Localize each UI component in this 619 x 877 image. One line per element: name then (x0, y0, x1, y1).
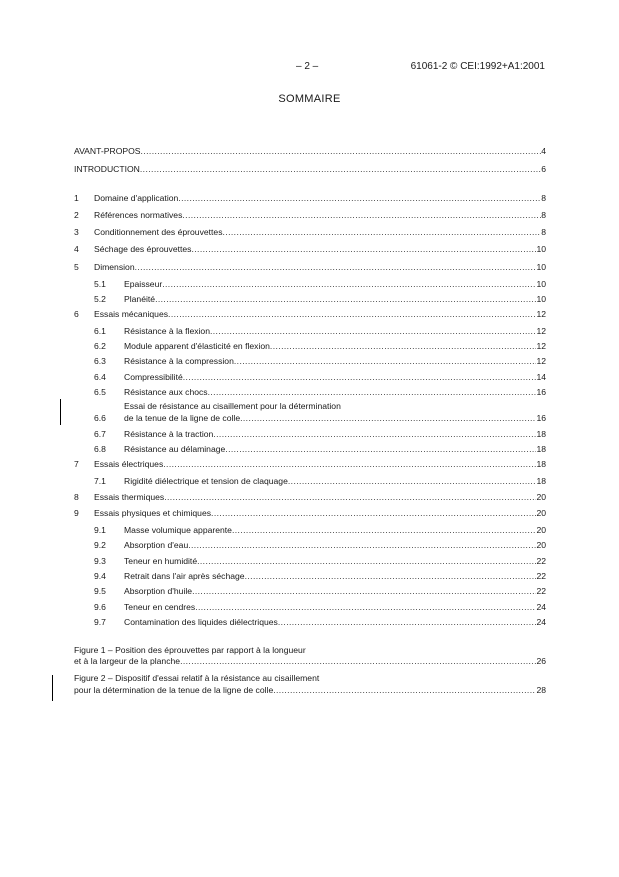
toc-leader-dots (223, 227, 542, 238)
toc-entry (94, 476, 546, 487)
toc-leader-dots (195, 602, 536, 613)
toc-entry-number: 7 (74, 459, 79, 469)
toc-entry-number: 9 (74, 508, 79, 518)
toc-entry (74, 656, 546, 667)
toc-entry-label: Module apparent d'élasticité en flexion (124, 341, 270, 351)
toc-entry (94, 372, 546, 383)
page-header-standard: 61061-2 © CEI:1992+A1:2001 (410, 61, 545, 72)
toc-entry-label: AVANT-PROPOS (74, 146, 141, 156)
toc-entry-number: 2 (74, 210, 79, 220)
toc-entry-label: Compressibilité (124, 372, 183, 382)
toc-entry (94, 444, 546, 455)
toc-entry (74, 309, 546, 320)
toc-entry-label: Retrait dans l'air après séchage (124, 571, 245, 581)
toc-entry-number: 6.1 (94, 326, 106, 336)
toc-entry-number: 9.7 (94, 617, 106, 627)
toc-entry-page: 10 (536, 279, 546, 289)
toc-entry-label: Teneur en humidité (124, 556, 198, 566)
toc-leader-dots (278, 617, 537, 628)
figure-entry-label-line1: Figure 2 – Dispositif d'essai relatif à la résistance au cisaillement (74, 673, 320, 683)
toc-entry-label: Séchage des éprouvettes (94, 244, 192, 254)
toc-entry-label: Essais physiques et chimiques (94, 508, 212, 518)
toc-leader-dots (240, 413, 536, 424)
toc-entry-label: de la tenue de la ligne de colle (124, 413, 241, 423)
toc-leader-dots (225, 444, 536, 455)
toc-entry-page: 18 (536, 476, 546, 486)
toc-entry-page: 18 (536, 459, 546, 469)
toc-entry-number: 6.4 (94, 372, 106, 382)
toc-entry-label: Rigidité diélectrique et tension de claquage (124, 476, 288, 486)
toc-leader-dots (234, 356, 537, 367)
toc-leader-dots (182, 210, 541, 221)
toc-entry-label: Essais électriques (94, 459, 164, 469)
toc-entry-label: Absorption d'eau (124, 540, 189, 550)
toc-entry-number: 9.3 (94, 556, 106, 566)
figure-entry-label-line1: Figure 1 – Position des éprouvettes par rapport à la longueur (74, 645, 306, 655)
toc-entry-label: Teneur en cendres (124, 602, 196, 612)
toc-entry-label: INTRODUCTION (74, 164, 140, 174)
toc-leader-dots (162, 279, 536, 290)
toc-entry (94, 294, 546, 305)
toc-entry (74, 164, 546, 175)
toc-entry (74, 244, 546, 255)
toc-entry-page: 22 (536, 571, 546, 581)
toc-entry-page: 10 (536, 262, 546, 272)
toc-entry-page: 6 (541, 164, 546, 174)
revision-bar (60, 399, 61, 425)
toc-entry (74, 210, 546, 221)
toc-entry-number: 9.4 (94, 571, 106, 581)
toc-leader-dots (192, 586, 536, 597)
toc-leader-dots (168, 309, 536, 320)
toc-entry (74, 459, 546, 470)
toc-leader-dots (155, 294, 536, 305)
toc-entry-page: 16 (536, 413, 546, 423)
toc-entry-page: 12 (536, 309, 546, 319)
toc-entry-page: 12 (536, 341, 546, 351)
toc-leader-dots (208, 387, 537, 398)
toc-entry (94, 602, 546, 613)
toc-leader-dots (135, 262, 537, 273)
toc-entry (74, 146, 546, 157)
toc-entry-label: Références normatives (94, 210, 183, 220)
toc-leader-dots (191, 244, 536, 255)
toc-leader-dots (232, 525, 536, 536)
toc-entry (74, 685, 546, 696)
toc-entry-page: 8 (541, 210, 546, 220)
toc-entry-number: 6.6 (94, 413, 106, 423)
toc-entry-label: Masse volumique apparente (124, 525, 232, 535)
toc-entry-number: 5.1 (94, 279, 106, 289)
toc-leader-dots (210, 326, 536, 337)
toc-entry-label: et à la largeur de la planche (74, 656, 181, 666)
toc-entry-page: 12 (536, 326, 546, 336)
toc-entry (74, 227, 546, 238)
toc-leader-dots (270, 341, 537, 352)
toc-entry-page: 12 (536, 356, 546, 366)
toc-entry (74, 508, 546, 519)
toc-entry-number: 6.2 (94, 341, 106, 351)
toc-entry-page: 22 (536, 586, 546, 596)
toc-entry-page: 16 (536, 387, 546, 397)
toc-entry-label-line1: Essai de résistance au cisaillement pour la détermination (124, 401, 341, 411)
toc-entry-page: 26 (536, 656, 546, 666)
toc-entry-page: 28 (536, 685, 546, 695)
toc-entry-page: 8 (541, 227, 546, 237)
toc-entry-label: Essais thermiques (94, 492, 165, 502)
toc-entry (94, 413, 546, 424)
toc-entry-page: 10 (536, 294, 546, 304)
toc-leader-dots (183, 372, 537, 383)
toc-entry (94, 571, 546, 582)
toc-entry-label: Résistance à la compression (124, 356, 234, 366)
toc-entry (94, 617, 546, 628)
toc-entry-label: Résistance à la flexion (124, 326, 210, 336)
toc-entry (74, 492, 546, 503)
toc-entry-number: 6.7 (94, 429, 106, 439)
toc-entry-label: Résistance à la traction (124, 429, 214, 439)
toc-entry-page: 20 (536, 492, 546, 502)
toc-entry (94, 540, 546, 551)
toc-entry (94, 341, 546, 352)
toc-entry-number: 6.3 (94, 356, 106, 366)
toc-entry (94, 387, 546, 398)
toc-entry-number: 6.8 (94, 444, 106, 454)
toc-entry-label: Essais mécaniques (94, 309, 169, 319)
toc-entry-number: 9.1 (94, 525, 106, 535)
toc-entry-number: 9.6 (94, 602, 106, 612)
toc-leader-dots (213, 429, 536, 440)
toc-entry-label: Résistance au délaminage (124, 444, 226, 454)
toc-entry-page: 20 (536, 508, 546, 518)
toc-entry-label: Absorption d'huile (124, 586, 193, 596)
toc-leader-dots (188, 540, 536, 551)
toc-leader-dots (178, 193, 541, 204)
toc-entry-page: 24 (536, 617, 546, 627)
toc-entry-number: 5 (74, 262, 79, 272)
toc-entry (94, 429, 546, 440)
toc-leader-dots (197, 556, 536, 567)
toc-leader-dots (288, 476, 537, 487)
toc-entry-page: 20 (536, 525, 546, 535)
toc-entry-page: 14 (536, 372, 546, 382)
toc-entry-page: 4 (541, 146, 546, 156)
toc-entry (74, 262, 546, 273)
toc-entry-number: 5.2 (94, 294, 106, 304)
toc-entry-label: Conditionnement des éprouvettes (94, 227, 223, 237)
toc-entry (94, 279, 546, 290)
toc-entry-number: 8 (74, 492, 79, 502)
toc-entry-page: 18 (536, 429, 546, 439)
page-title: SOMMAIRE (278, 93, 341, 105)
toc-entry-page: 10 (536, 244, 546, 254)
toc-entry-number: 9.2 (94, 540, 106, 550)
toc-entry (94, 525, 546, 536)
toc-entry-label: Contamination des liquides diélectriques (124, 617, 278, 627)
toc-leader-dots (211, 508, 536, 519)
toc-entry-page: 24 (536, 602, 546, 612)
toc-entry (94, 556, 546, 567)
toc-entry-page: 20 (536, 540, 546, 550)
toc-entry-label: pour la détermination de la tenue de la ligne de colle (74, 685, 274, 695)
toc-entry (94, 326, 546, 337)
toc-entry-page: 8 (541, 193, 546, 203)
toc-entry (74, 193, 546, 204)
revision-bar (52, 675, 53, 701)
toc-entry-number: 4 (74, 244, 79, 254)
toc-leader-dots (164, 492, 536, 503)
toc-entry-number: 3 (74, 227, 79, 237)
page-header-number: – 2 – (296, 61, 319, 72)
toc-entry-label: Résistance aux chocs (124, 387, 208, 397)
toc-entry (94, 356, 546, 367)
toc-leader-dots (163, 459, 536, 470)
toc-entry-page: 22 (536, 556, 546, 566)
toc-entry-label: Epaisseur (124, 279, 163, 289)
toc-entry-label: Dimension (94, 262, 135, 272)
toc-entry-number: 7.1 (94, 476, 106, 486)
toc-entry-page: 18 (536, 444, 546, 454)
toc-entry-number: 6 (74, 309, 79, 319)
toc-entry-number: 6.5 (94, 387, 106, 397)
toc-entry-number: 1 (74, 193, 79, 203)
toc-leader-dots (273, 685, 536, 696)
toc-entry-number: 9.5 (94, 586, 106, 596)
toc-leader-dots (245, 571, 537, 582)
toc-entry-label: Planéité (124, 294, 156, 304)
toc-leader-dots (140, 164, 541, 175)
toc-leader-dots (141, 146, 542, 157)
toc-leader-dots (180, 656, 536, 667)
toc-entry (94, 586, 546, 597)
toc-entry-label: Domaine d'application (94, 193, 179, 203)
